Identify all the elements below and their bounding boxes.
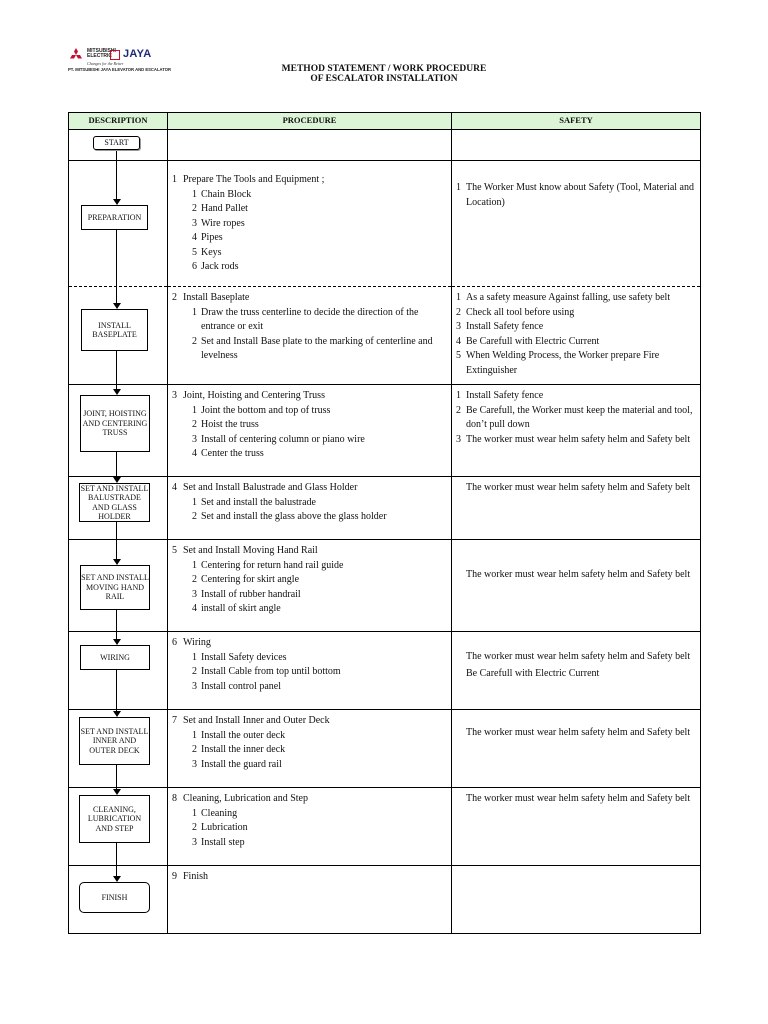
step-number: 4 bbox=[192, 603, 197, 614]
table-row bbox=[69, 540, 701, 632]
procedure-heading bbox=[172, 389, 447, 404]
step-text: Install the guard rail bbox=[201, 758, 282, 770]
procedure-cell bbox=[168, 632, 452, 710]
step-number: 1 bbox=[192, 651, 197, 663]
flow-connector bbox=[116, 351, 117, 384]
flow-step-box: JOINT, HOISTING AND CENTERING TRUSS bbox=[80, 395, 150, 452]
procedure-title: Install Baseplate bbox=[183, 292, 250, 303]
safety-number: 3 bbox=[456, 433, 461, 445]
safety-cell bbox=[452, 866, 701, 934]
procedure-number: 7 bbox=[172, 715, 177, 726]
safety-number: 1 bbox=[456, 390, 461, 401]
step-number: 2 bbox=[192, 511, 197, 522]
step-number: 2 bbox=[192, 574, 197, 585]
procedure-title: Prepare The Tools and Equipment ; bbox=[183, 174, 325, 185]
logo-tagline: Changes for the Better bbox=[87, 61, 124, 66]
description-cell bbox=[69, 477, 168, 540]
table-row bbox=[69, 632, 701, 710]
step-number: 3 bbox=[192, 588, 197, 600]
safety-number: 5 bbox=[456, 350, 461, 361]
procedure-step bbox=[172, 559, 447, 574]
procedure-cell bbox=[168, 130, 452, 161]
procedure-step bbox=[172, 758, 447, 773]
step-text: Install the outer deck bbox=[201, 729, 286, 741]
step-number: 3 bbox=[192, 836, 197, 848]
procedure-step bbox=[172, 433, 447, 448]
safety-item bbox=[456, 568, 696, 583]
safety-number bbox=[456, 650, 466, 665]
safety-item bbox=[456, 792, 696, 807]
step-number: 3 bbox=[192, 680, 197, 692]
safety-item bbox=[456, 433, 696, 448]
procedure-step bbox=[172, 447, 447, 462]
flow-connector bbox=[116, 161, 117, 199]
safety-text: The Worker Must know about Safety (Tool, Material and Location) bbox=[466, 182, 694, 208]
step-text: Joint the bottom and top of truss bbox=[201, 404, 331, 416]
step-number: 3 bbox=[192, 217, 197, 229]
description-cell bbox=[69, 385, 168, 477]
safety-text: Be Carefull with Electric Current bbox=[466, 667, 600, 679]
step-text: Chain Block bbox=[201, 188, 252, 200]
step-number: 1 bbox=[192, 496, 197, 508]
safety-number bbox=[456, 481, 466, 496]
procedure-step bbox=[172, 188, 447, 203]
procedure-step bbox=[172, 202, 447, 217]
safety-item bbox=[456, 306, 696, 321]
procedure-step bbox=[172, 680, 447, 695]
safety-cell bbox=[452, 287, 701, 385]
safety-item bbox=[456, 650, 696, 665]
flow-step-box: CLEANING, LUBRICATION AND STEP bbox=[79, 795, 150, 843]
safety-text: The worker must wear helm safety helm and Safety belt bbox=[466, 569, 691, 580]
procedure-step bbox=[172, 404, 447, 419]
step-text: Center the truss bbox=[201, 448, 264, 459]
procedure-heading bbox=[172, 291, 447, 306]
flow-step-box: SET AND INSTALL MOVING HAND RAIL bbox=[80, 565, 150, 610]
table-row bbox=[69, 130, 701, 161]
procedure-number: 9 bbox=[172, 871, 177, 882]
procedure-step bbox=[172, 821, 447, 836]
procedure-title: Set and Install Inner and Outer Deck bbox=[183, 715, 330, 726]
flow-connector bbox=[116, 287, 117, 303]
step-number: 3 bbox=[192, 433, 197, 445]
safety-item bbox=[456, 320, 696, 335]
flow-step-box: WIRING bbox=[80, 645, 150, 670]
procedure-title: Joint, Hoisting and Centering Truss bbox=[183, 390, 325, 401]
step-number: 2 bbox=[192, 203, 197, 214]
procedure-title: Cleaning, Lubrication and Step bbox=[183, 793, 308, 804]
flow-step-box: SET AND INSTALL INNER AND OUTER DECK bbox=[79, 717, 150, 765]
step-text: Keys bbox=[201, 246, 222, 258]
step-text: Pipes bbox=[201, 232, 223, 243]
safety-number: 2 bbox=[456, 404, 461, 416]
step-number: 1 bbox=[192, 559, 197, 571]
step-number: 1 bbox=[192, 807, 197, 819]
step-text: Install of rubber handrail bbox=[201, 588, 301, 600]
safety-text: When Welding Process, the Worker prepare Fire Extinguisher bbox=[466, 350, 660, 376]
description-cell bbox=[69, 788, 168, 866]
procedure-step bbox=[172, 743, 447, 758]
safety-item bbox=[456, 404, 696, 433]
step-number: 5 bbox=[192, 246, 197, 258]
safety-text: The worker must wear helm safety helm and Safety belt bbox=[466, 433, 691, 445]
step-text: Install Cable from top until bottom bbox=[201, 666, 341, 677]
procedure-title: Wiring bbox=[183, 637, 211, 648]
company-name: PT. MITSUBISHI JAYA ELEVATOR AND ESCALATOR bbox=[68, 67, 171, 72]
safety-cell bbox=[452, 632, 701, 710]
flow-step-box: INSTALL BASEPLATE bbox=[81, 309, 148, 351]
step-text: Install control panel bbox=[201, 680, 281, 692]
procedure-heading bbox=[172, 544, 447, 559]
procedure-step bbox=[172, 306, 447, 335]
step-text: Set and install the balustrade bbox=[201, 496, 316, 508]
safety-number: 1 bbox=[456, 292, 461, 303]
procedure-step bbox=[172, 496, 447, 511]
procedure-cell bbox=[168, 385, 452, 477]
safety-item bbox=[456, 481, 696, 496]
step-text: Install of centering column or piano wire bbox=[201, 433, 365, 445]
step-text: Set and Install Base plate to the marking of centerline and levelness bbox=[201, 335, 433, 361]
flow-connector bbox=[116, 843, 117, 866]
safety-text: As a safety measure Against falling, use safety belt bbox=[466, 292, 671, 303]
procedure-cell bbox=[168, 477, 452, 540]
step-text: Centering for return hand rail guide bbox=[201, 559, 344, 571]
safety-text: The worker must wear helm safety helm and Safety belt bbox=[466, 727, 691, 738]
procedure-number: 1 bbox=[172, 174, 177, 185]
step-text: Install step bbox=[201, 836, 245, 848]
safety-cell bbox=[452, 477, 701, 540]
step-text: Hand Pallet bbox=[201, 203, 248, 214]
safety-text: Check all tool before using bbox=[466, 306, 575, 318]
safety-cell bbox=[452, 540, 701, 632]
procedure-step bbox=[172, 651, 447, 666]
safety-text: Be Carefull with Electric Current bbox=[466, 335, 600, 347]
procedure-number: 5 bbox=[172, 545, 177, 556]
step-text: Draw the truss centerline to decide the direction of the entrance or exit bbox=[201, 306, 419, 332]
step-text: Lubrication bbox=[201, 822, 248, 833]
procedure-heading bbox=[172, 636, 447, 651]
safety-text: Install Safety fence bbox=[466, 321, 544, 332]
step-number: 6 bbox=[192, 261, 197, 272]
safety-number: 1 bbox=[456, 182, 461, 193]
step-text: Hoist the truss bbox=[201, 419, 259, 430]
description-cell bbox=[69, 287, 168, 385]
procedure-step bbox=[172, 335, 447, 364]
flow-connector bbox=[116, 150, 117, 161]
safety-item bbox=[456, 181, 696, 210]
procedure-cell bbox=[168, 161, 452, 287]
procedure-number: 8 bbox=[172, 793, 177, 804]
safety-cell bbox=[452, 710, 701, 788]
step-number: 1 bbox=[192, 188, 197, 200]
column-header-description: DESCRIPTION bbox=[69, 113, 168, 130]
procedure-step bbox=[172, 588, 447, 603]
safety-text: Install Safety fence bbox=[466, 390, 544, 401]
safety-number: 4 bbox=[456, 335, 461, 347]
table-row bbox=[69, 710, 701, 788]
safety-text: Be Carefull, the Worker must keep the material and tool, don’t pull down bbox=[466, 404, 693, 430]
procedure-step bbox=[172, 510, 447, 525]
procedure-title: Set and Install Moving Hand Rail bbox=[183, 545, 318, 556]
flow-step-box: FINISH bbox=[79, 882, 150, 913]
flow-connector bbox=[116, 632, 117, 639]
flow-connector bbox=[116, 452, 117, 477]
table-row bbox=[69, 866, 701, 934]
step-text: Cleaning bbox=[201, 807, 238, 819]
procedure-cell bbox=[168, 788, 452, 866]
procedure-step bbox=[172, 573, 447, 588]
procedure-step bbox=[172, 217, 447, 232]
table-row bbox=[69, 287, 701, 385]
safety-number: 2 bbox=[456, 306, 461, 318]
flow-connector bbox=[116, 540, 117, 559]
flow-connector bbox=[116, 522, 117, 540]
jaya-logo-mark bbox=[110, 50, 120, 60]
safety-text: The worker must wear helm safety helm and Safety belt bbox=[466, 651, 691, 662]
safety-item bbox=[456, 349, 696, 378]
table-row bbox=[69, 788, 701, 866]
step-number: 3 bbox=[192, 758, 197, 770]
description-cell bbox=[69, 866, 168, 934]
safety-cell bbox=[452, 385, 701, 477]
safety-cell bbox=[452, 161, 701, 287]
step-number: 4 bbox=[192, 232, 197, 243]
safety-cell bbox=[452, 130, 701, 161]
table-row bbox=[69, 161, 701, 287]
safety-cell bbox=[452, 788, 701, 866]
procedure-heading bbox=[172, 870, 447, 885]
procedure-step bbox=[172, 729, 447, 744]
step-text: Jack rods bbox=[201, 261, 239, 272]
safety-item bbox=[456, 335, 696, 350]
document-title: METHOD STATEMENT / WORK PROCEDURE bbox=[281, 64, 487, 74]
procedure-step bbox=[172, 665, 447, 680]
safety-number bbox=[456, 792, 466, 807]
description-cell bbox=[69, 161, 168, 287]
safety-text: The worker must wear helm safety helm and Safety belt bbox=[466, 793, 691, 804]
step-text: Set and install the glass above the glass holder bbox=[201, 511, 387, 522]
description-cell bbox=[69, 540, 168, 632]
procedure-step bbox=[172, 231, 447, 246]
column-header-safety: SAFETY bbox=[452, 113, 701, 130]
flow-connector bbox=[116, 866, 117, 876]
step-number: 2 bbox=[192, 744, 197, 755]
procedure-step bbox=[172, 260, 447, 275]
step-text: install of skirt angle bbox=[201, 603, 281, 614]
jaya-wordmark: JAYA bbox=[123, 48, 152, 60]
description-cell bbox=[69, 632, 168, 710]
procedure-step bbox=[172, 602, 447, 617]
procedure-number: 2 bbox=[172, 292, 177, 303]
step-number: 4 bbox=[192, 448, 197, 459]
step-text: Install the inner deck bbox=[201, 744, 286, 755]
safety-item bbox=[456, 726, 696, 741]
safety-item bbox=[456, 389, 696, 404]
step-number: 1 bbox=[192, 729, 197, 741]
flow-step-box: START bbox=[93, 136, 140, 150]
table-row bbox=[69, 385, 701, 477]
procedure-cell bbox=[168, 540, 452, 632]
step-number: 1 bbox=[192, 404, 197, 416]
procedure-heading bbox=[172, 792, 447, 807]
procedure-number: 3 bbox=[172, 390, 177, 401]
safety-text: The worker must wear helm safety helm and Safety belt bbox=[466, 482, 691, 493]
procedure-title: Set and Install Balustrade and Glass Holder bbox=[183, 482, 358, 493]
procedure-step bbox=[172, 418, 447, 433]
mitsubishi-diamonds-icon bbox=[68, 48, 84, 64]
procedure-step bbox=[172, 836, 447, 851]
description-cell bbox=[69, 710, 168, 788]
document-subtitle: OF ESCALATOR INSTALLATION bbox=[310, 74, 458, 84]
procedure-table bbox=[68, 112, 701, 934]
step-text: Install Safety devices bbox=[201, 651, 287, 663]
flow-step-box: PREPARATION bbox=[81, 205, 148, 230]
safety-item bbox=[456, 667, 696, 682]
procedure-heading bbox=[172, 173, 447, 188]
step-text: Wire ropes bbox=[201, 217, 245, 229]
flow-connector bbox=[116, 670, 117, 710]
flow-connector bbox=[116, 765, 117, 788]
procedure-number: 6 bbox=[172, 637, 177, 648]
mitsubishi-wordmark: MITSUBISHI ELECTRIC bbox=[87, 48, 116, 59]
step-number: 2 bbox=[192, 419, 197, 430]
safety-number: 3 bbox=[456, 321, 461, 332]
step-number: 2 bbox=[192, 822, 197, 833]
procedure-heading bbox=[172, 481, 447, 496]
step-text: Centering for skirt angle bbox=[201, 574, 300, 585]
flow-step-box: SET AND INSTALL BALUSTRADE AND GLASS HOLDER bbox=[80, 483, 149, 521]
safety-number bbox=[456, 726, 466, 741]
procedure-cell bbox=[168, 287, 452, 385]
column-header-procedure: PROCEDURE bbox=[168, 113, 452, 130]
safety-item bbox=[456, 291, 696, 306]
procedure-heading bbox=[172, 714, 447, 729]
procedure-step bbox=[172, 807, 447, 822]
step-number: 2 bbox=[192, 335, 197, 347]
description-cell bbox=[69, 130, 168, 161]
flow-connector bbox=[116, 610, 117, 632]
step-number: 2 bbox=[192, 666, 197, 677]
table-row bbox=[69, 477, 701, 540]
procedure-cell bbox=[168, 710, 452, 788]
safety-number bbox=[456, 667, 466, 682]
procedure-cell bbox=[168, 866, 452, 934]
procedure-title: Finish bbox=[183, 871, 209, 882]
step-number: 1 bbox=[192, 306, 197, 318]
procedure-step bbox=[172, 246, 447, 261]
procedure-number: 4 bbox=[172, 482, 177, 493]
safety-number bbox=[456, 568, 466, 583]
flow-connector bbox=[116, 230, 117, 287]
